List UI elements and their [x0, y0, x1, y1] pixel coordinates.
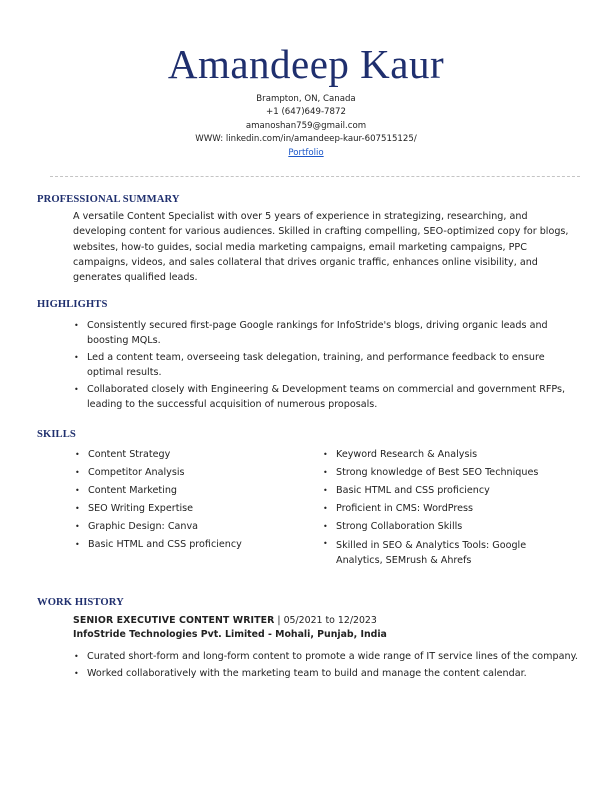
location: Brampton, ON, Canada — [256, 94, 356, 104]
skill-item: • Competitor Analysis — [74, 464, 304, 482]
highlights-list — [73, 318, 579, 412]
section-title-skills: SKILLS — [37, 429, 76, 440]
job-bullet: • Worked collaboratively with the marketing team to build and manage the content calendar. — [73, 666, 579, 681]
summary-text: A versatile Content Specialist with over 5 years of experience in strategizing, researching, and developing content for various audiences. Skilled in crafting compelling, SEO-optimized copy for blogs, websites, how-to guides, social media marketing campaigns, email marketing campaigns, PPC campaigns, videos, and sales collateral that drives organic traffic, enhances online visibility, and generates qualified leads. — [73, 211, 569, 284]
skill-item: • Strong Collaboration Skills — [322, 518, 572, 536]
section-title-highlights: HIGHLIGHTS — [37, 299, 108, 310]
highlight-item: • Consistently secured first-page Google rankings for InfoStride's blogs, driving organic leads and boosting MQLs. — [73, 318, 579, 348]
highlight-item: • Collaborated closely with Engineering & Development teams on commercial and government RFPs, leading to the successful acquisition of numerous proposals. — [73, 382, 579, 412]
website: WWW: linkedin.com/in/amandeep-kaur-607515125/ — [195, 134, 417, 145]
section-title-summary: PROFESSIONAL SUMMARY — [37, 194, 180, 205]
job-company: InfoStride Technologies Pvt. Limited - Mohali, Punjab, India — [73, 629, 387, 640]
email: amanoshan759@gmail.com — [245, 120, 367, 131]
job-title-line — [73, 614, 377, 628]
highlight-item: • Led a content team, overseeing task delegation, training, and performance feedback to ensure optimal results. — [73, 350, 579, 380]
job-role: SENIOR EXECUTIVE CONTENT WRITER — [73, 615, 275, 626]
skills-list-right — [322, 446, 572, 568]
candidate-name: Amandeep Kaur — [167, 41, 445, 87]
skill-item: • Basic HTML and CSS proficiency — [322, 482, 572, 500]
skill-item: • Proficient in CMS: WordPress — [322, 500, 572, 518]
portfolio-link[interactable]: Portfolio — [288, 147, 324, 158]
job-bullet: • Curated short-form and long-form content to promote a wide range of IT service lines of the company. — [73, 649, 579, 664]
skill-item: • Keyword Research & Analysis — [322, 446, 572, 464]
skill-item: • Skilled in SEO & Analytics Tools: Google Analytics, SEMrush & Ahrefs — [322, 536, 572, 568]
phone: +1 (647)649-7872 — [266, 107, 346, 118]
skill-item: • Basic HTML and CSS proficiency — [74, 536, 304, 554]
skills-list-left — [74, 446, 304, 554]
skill-item: • SEO Writing Expertise — [74, 500, 304, 518]
skill-item: • Graphic Design: Canva — [74, 518, 304, 536]
job-dates: | 05/2021 to 12/2023 — [274, 615, 377, 626]
skill-item: • Content Marketing — [74, 482, 304, 500]
section-title-work-history: WORK HISTORY — [37, 597, 124, 608]
header-divider — [50, 176, 580, 177]
skill-item: • Content Strategy — [74, 446, 304, 464]
job-bullets — [73, 649, 579, 681]
contact-block — [0, 93, 612, 160]
skill-item: • Strong knowledge of Best SEO Techniques — [322, 464, 572, 482]
